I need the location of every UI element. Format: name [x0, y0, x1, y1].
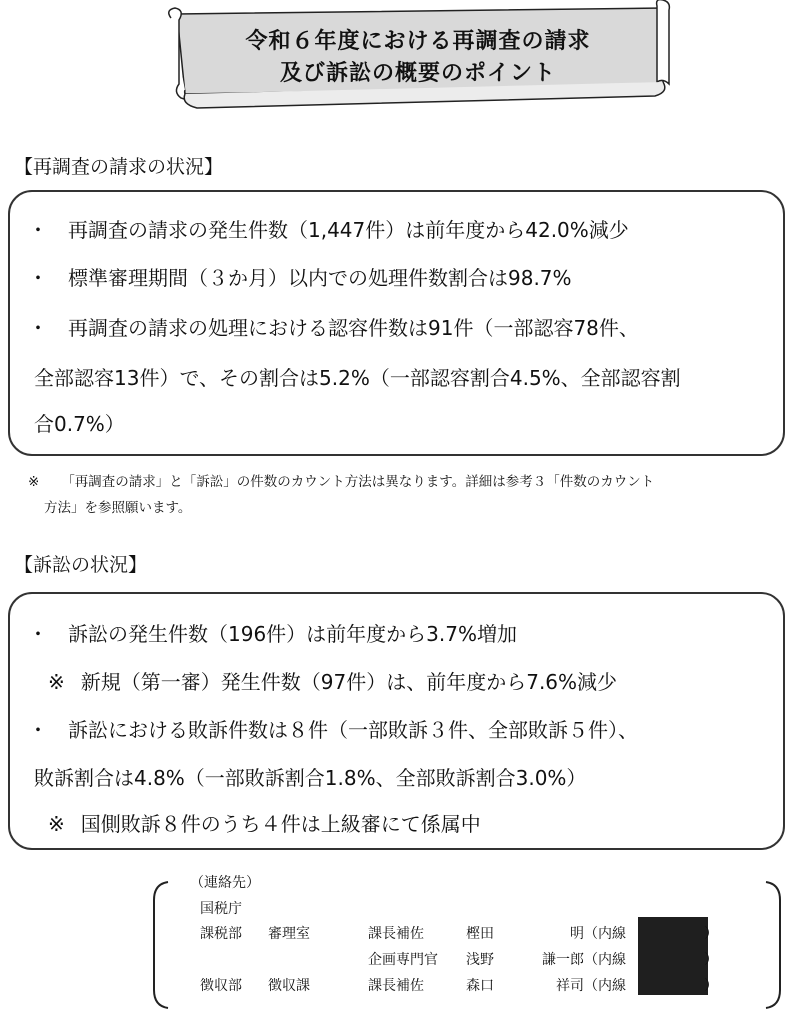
- contact-left-bracket: [150, 880, 170, 1010]
- contact-given-name: 謙一郎: [542, 952, 584, 968]
- bullet: ・: [28, 316, 48, 340]
- sub-note-text: 新規（第一審）発生件数（97件）は、前年度から7.6%減少: [80, 670, 618, 694]
- contact-extension-label: （内線: [584, 952, 626, 968]
- note-mark: ※: [48, 670, 65, 694]
- title-line-2: 及び訴訟の概要のポイント: [279, 61, 556, 86]
- contact-given-name: 祥司: [556, 978, 584, 994]
- bullet: ・: [28, 718, 48, 742]
- item-text: 再調査の請求の処理における認容件数は91件（一部認容78件、: [68, 316, 639, 340]
- bullet: ・: [28, 266, 48, 290]
- contact-given-name: 明: [570, 926, 584, 942]
- contact-label: （連絡先）: [190, 875, 260, 891]
- contact-position: 企画専門官: [368, 952, 438, 968]
- item-continuation: 敗訴割合は4.8%（一部敗訴割合1.8%、全部敗訴割合3.0%）: [34, 766, 587, 790]
- item-text: 訴訟の発生件数（196件）は前年度から3.7%増加: [68, 622, 517, 646]
- list-item: [28, 618, 517, 647]
- contact-surname: 樫田: [466, 926, 494, 942]
- contact-position: 課長補佐: [368, 926, 424, 942]
- title-line-1: 令和６年度における再調査の請求: [245, 29, 591, 54]
- list-item: [28, 714, 638, 743]
- sub-note-text: 国側敗訴８件のうち４件は上級審にて係属中: [80, 812, 481, 836]
- contact-extension-close: ）: [704, 926, 718, 942]
- redacted-extension: [638, 969, 708, 995]
- contact-right-bracket: [764, 880, 784, 1010]
- counting-note: [28, 470, 654, 490]
- contact-dept: 課税部: [200, 926, 242, 942]
- sub-note: [48, 666, 617, 695]
- item-continuation: 合0.7%）: [34, 412, 125, 436]
- list-item: [28, 312, 639, 341]
- contact-extension-close: ）: [704, 978, 718, 994]
- redacted-extension: [638, 943, 708, 969]
- contact-extension-label: （内線: [584, 978, 626, 994]
- bullet: ・: [28, 622, 48, 646]
- contact-extension-close: ）: [704, 952, 718, 968]
- item-text: 訴訟における敗訴件数は８件（一部敗訴３件、全部敗訴５件）、: [68, 718, 638, 742]
- title-banner: [163, 0, 673, 112]
- contact-extension-label: （内線: [584, 926, 626, 942]
- sub-note: [48, 808, 481, 837]
- redacted-extension: [638, 917, 708, 943]
- contact-surname: 浅野: [466, 952, 494, 968]
- contact-dept: 徴収部: [200, 978, 242, 994]
- note-mark: ※: [48, 812, 65, 836]
- note-line-1: 「再調査の請求」と「訴訟」の件数のカウント方法は異なります。詳細は参考３「件数のカウント: [61, 474, 655, 490]
- item-text: 標準審理期間（３か月）以内での処理件数割合は98.7%: [68, 266, 572, 290]
- section-heading-litigation: 【訴訟の状況】: [14, 554, 148, 576]
- contact-surname: 森口: [466, 978, 494, 994]
- contact-position: 課長補佐: [368, 978, 424, 994]
- bullet: ・: [28, 218, 48, 242]
- item-continuation: 全部認容13件）で、その割合は5.2%（一部認容割合4.5%、全部認容割: [34, 366, 681, 390]
- section-heading-reinvestigation: 【再調査の請求の状況】: [14, 156, 224, 178]
- contact-office: 審理室: [268, 926, 310, 942]
- note-mark: ※: [28, 474, 40, 490]
- contact-office: 徴収課: [268, 978, 310, 994]
- list-item: [28, 214, 629, 243]
- item-text: 再調査の請求の発生件数（1,447件）は前年度から42.0%減少: [68, 218, 629, 242]
- list-item: [28, 262, 572, 291]
- contact-agency: 国税庁: [200, 901, 242, 917]
- note-line-2: 方法」を参照願います。: [44, 500, 192, 516]
